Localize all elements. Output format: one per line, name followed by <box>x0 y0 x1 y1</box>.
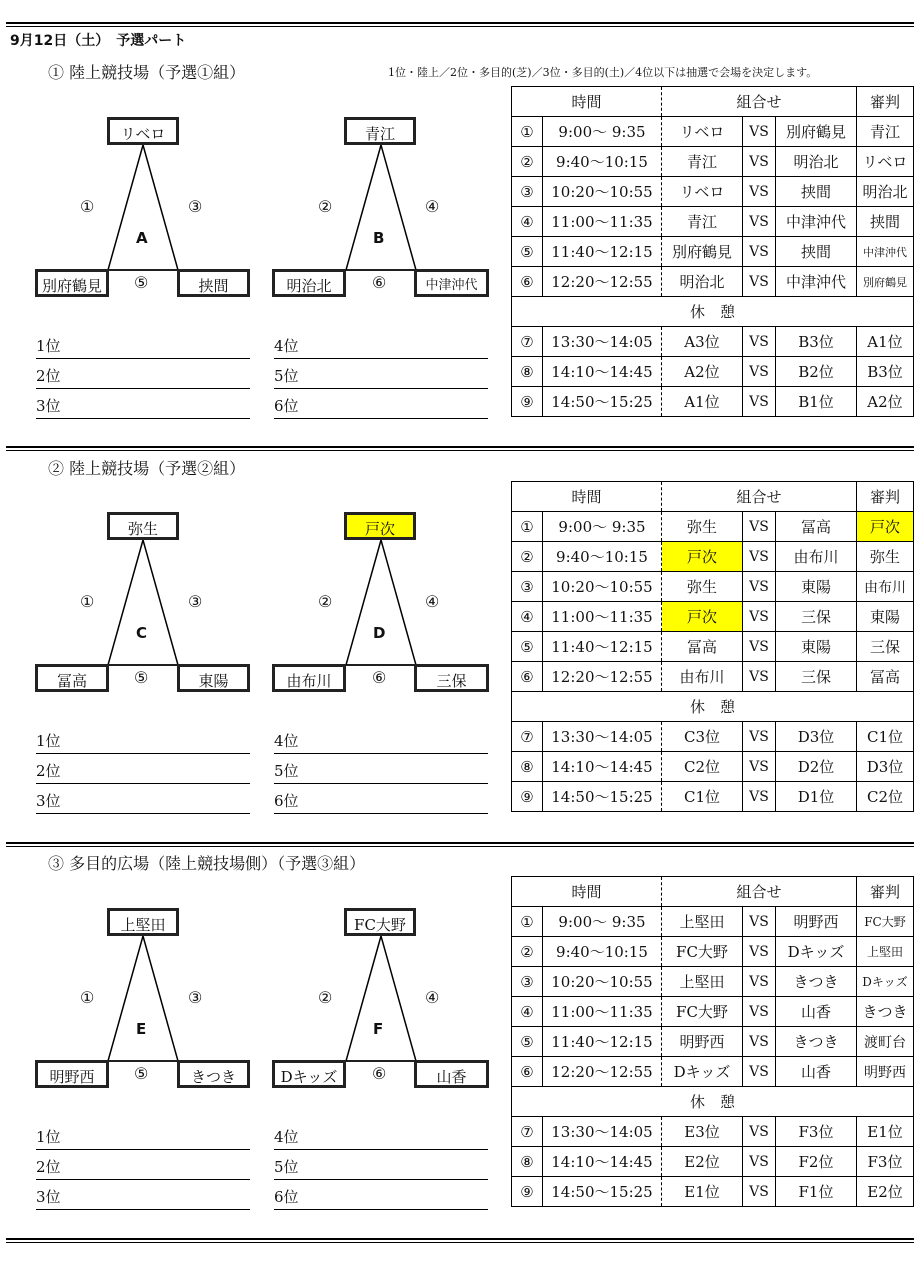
cell-num: ⑨ <box>512 782 543 812</box>
cell-num: ⑥ <box>512 267 543 297</box>
cell-team-a: 上堅田 <box>662 967 743 997</box>
table-row <box>512 997 914 1027</box>
cell-team-b: 由布川 <box>776 542 857 572</box>
header-match: 組合せ <box>662 482 857 512</box>
match-num: ① <box>80 197 95 216</box>
rank-line: 3位 <box>36 1185 250 1210</box>
cell-team-a: 戸次 <box>662 542 743 572</box>
cell-ref: 挟間 <box>857 207 914 237</box>
cell-num: ⑨ <box>512 1177 543 1207</box>
team-f-right: 山香 <box>414 1060 489 1088</box>
match-num: ② <box>318 197 333 216</box>
cell-break: 休 憩 <box>512 297 914 327</box>
match-num: ① <box>80 592 95 611</box>
rank-line: 2位 <box>36 1155 250 1180</box>
cell-num: ⑨ <box>512 387 543 417</box>
table-row <box>512 357 914 387</box>
team-e-top: 上堅田 <box>107 908 179 936</box>
cell-team-a: FC大野 <box>662 997 743 1027</box>
cell-num: ⑤ <box>512 1027 543 1057</box>
cell-ref: 三保 <box>857 632 914 662</box>
table-row <box>512 387 914 417</box>
bottom-rule <box>6 1238 914 1243</box>
cell-vs: VS <box>743 267 776 297</box>
table-row <box>512 1057 914 1087</box>
cell-time: 14:10～14:45 <box>543 1147 662 1177</box>
match-num: ① <box>80 988 95 1007</box>
cell-ref: E2位 <box>857 1177 914 1207</box>
team-a-top: リベロ <box>107 117 179 145</box>
rank-line: 1位 <box>36 334 250 359</box>
cell-vs: VS <box>743 387 776 417</box>
schedule-table-1 <box>511 86 914 417</box>
cell-vs: VS <box>743 207 776 237</box>
cell-num: ⑦ <box>512 722 543 752</box>
match-num: ② <box>318 592 333 611</box>
cell-time: 11:00～11:35 <box>543 997 662 1027</box>
cell-num: ④ <box>512 207 543 237</box>
cell-ref: C2位 <box>857 782 914 812</box>
table-row <box>512 512 914 542</box>
cell-vs: VS <box>743 117 776 147</box>
table-row <box>512 967 914 997</box>
header-match: 組合せ <box>662 87 857 117</box>
table-row <box>512 662 914 692</box>
cell-vs: VS <box>743 1117 776 1147</box>
cell-num: ② <box>512 147 543 177</box>
cell-ref: リベロ <box>857 147 914 177</box>
section-3-title: ③ 多目的広場（陸上競技場側）（予選③組） <box>48 854 366 873</box>
cell-time: 13:30～14:05 <box>543 327 662 357</box>
cell-break: 休 憩 <box>512 692 914 722</box>
cell-ref: D3位 <box>857 752 914 782</box>
cell-time: 13:30～14:05 <box>543 1117 662 1147</box>
cell-ref: Dキッズ <box>857 967 914 997</box>
header-time: 時間 <box>512 87 662 117</box>
table-header-row <box>512 877 914 907</box>
team-d-right: 三保 <box>414 664 489 692</box>
cell-time: 14:50～15:25 <box>543 1177 662 1207</box>
cell-num: ⑤ <box>512 237 543 267</box>
cell-team-a: 冨高 <box>662 632 743 662</box>
cell-team-b: きつき <box>776 1027 857 1057</box>
cell-time: 11:40～12:15 <box>543 632 662 662</box>
match-num: ④ <box>425 988 440 1007</box>
table-row <box>512 752 914 782</box>
rank-line: 4位 <box>274 1125 488 1150</box>
cell-vs: VS <box>743 147 776 177</box>
cell-vs: VS <box>743 357 776 387</box>
cell-team-b: D3位 <box>776 722 857 752</box>
team-f-left: Dキッズ <box>272 1060 346 1088</box>
table-row <box>512 1177 914 1207</box>
cell-ref: C1位 <box>857 722 914 752</box>
cell-ref: 上堅田 <box>857 937 914 967</box>
rank-line: 6位 <box>274 394 488 419</box>
cell-ref: 弥生 <box>857 542 914 572</box>
cell-vs: VS <box>743 782 776 812</box>
cell-num: ② <box>512 937 543 967</box>
cell-team-a: C2位 <box>662 752 743 782</box>
break-row <box>512 1087 914 1117</box>
cell-ref: きつき <box>857 997 914 1027</box>
rank-line: 5位 <box>274 1155 488 1180</box>
cell-vs: VS <box>743 632 776 662</box>
cell-num: ⑥ <box>512 662 543 692</box>
match-num: ③ <box>188 988 203 1007</box>
cell-team-b: B1位 <box>776 387 857 417</box>
team-b-left: 明治北 <box>272 269 346 297</box>
group-letter: B <box>373 229 385 247</box>
cell-num: ⑧ <box>512 357 543 387</box>
cell-vs: VS <box>743 1147 776 1177</box>
cell-time: 12:20～12:55 <box>543 267 662 297</box>
cell-time: 10:20～10:55 <box>543 572 662 602</box>
cell-num: ④ <box>512 997 543 1027</box>
cell-time: 14:10～14:45 <box>543 357 662 387</box>
cell-ref: A1位 <box>857 327 914 357</box>
rank-line: 6位 <box>274 1185 488 1210</box>
team-e-right: きつき <box>177 1060 250 1088</box>
cell-vs: VS <box>743 1027 776 1057</box>
cell-vs: VS <box>743 937 776 967</box>
header-time: 時間 <box>512 482 662 512</box>
cell-num: ① <box>512 117 543 147</box>
cell-ref: A2位 <box>857 387 914 417</box>
table-row <box>512 327 914 357</box>
cell-num: ① <box>512 907 543 937</box>
rank-line: 1位 <box>36 1125 250 1150</box>
rank-line: 1位 <box>36 729 250 754</box>
match-num: ⑥ <box>372 273 387 292</box>
match-num: ⑤ <box>134 668 149 687</box>
cell-team-a: 戸次 <box>662 602 743 632</box>
cell-ref: 中津沖代 <box>857 237 914 267</box>
cell-vs: VS <box>743 237 776 267</box>
table-row <box>512 1027 914 1057</box>
cell-vs: VS <box>743 512 776 542</box>
cell-team-b: 挟間 <box>776 177 857 207</box>
cell-num: ⑦ <box>512 1117 543 1147</box>
cell-team-a: C1位 <box>662 782 743 812</box>
table-row <box>512 147 914 177</box>
header-match: 組合せ <box>662 877 857 907</box>
cell-vs: VS <box>743 177 776 207</box>
cell-team-b: 冨高 <box>776 512 857 542</box>
cell-vs: VS <box>743 907 776 937</box>
cell-team-a: 明治北 <box>662 267 743 297</box>
team-d-left: 由布川 <box>272 664 346 692</box>
cell-team-a: E2位 <box>662 1147 743 1177</box>
rank-line: 5位 <box>274 364 488 389</box>
cell-team-b: 中津沖代 <box>776 207 857 237</box>
cell-ref: 明治北 <box>857 177 914 207</box>
schedule-table-2 <box>511 481 914 812</box>
rank-line: 4位 <box>274 334 488 359</box>
cell-team-b: 明治北 <box>776 147 857 177</box>
cell-team-a: 別府鶴見 <box>662 237 743 267</box>
team-a-left: 別府鶴見 <box>35 269 109 297</box>
cell-team-a: FC大野 <box>662 937 743 967</box>
table-row <box>512 267 914 297</box>
team-c-left: 冨高 <box>35 664 109 692</box>
cell-team-a: Dキッズ <box>662 1057 743 1087</box>
cell-time: 9:40～10:15 <box>543 147 662 177</box>
table-row <box>512 1147 914 1177</box>
table-row <box>512 602 914 632</box>
section-1-title: ① 陸上競技場（予選①組） <box>48 63 246 82</box>
header-ref: 審判 <box>857 482 914 512</box>
table-row <box>512 117 914 147</box>
cell-break: 休 憩 <box>512 1087 914 1117</box>
cell-team-b: Dキッズ <box>776 937 857 967</box>
table-header-row <box>512 482 914 512</box>
cell-team-b: F1位 <box>776 1177 857 1207</box>
cell-time: 14:50～15:25 <box>543 782 662 812</box>
rank-line: 2位 <box>36 364 250 389</box>
team-b-right: 中津沖代 <box>414 269 489 297</box>
page-title: 9月12日（土） 予選パート <box>10 33 187 49</box>
header-ref: 審判 <box>857 877 914 907</box>
cell-team-a: 上堅田 <box>662 907 743 937</box>
table-row <box>512 907 914 937</box>
table-row <box>512 572 914 602</box>
cell-team-b: 三保 <box>776 662 857 692</box>
cell-ref: 由布川 <box>857 572 914 602</box>
cell-team-a: リベロ <box>662 177 743 207</box>
table-header-row <box>512 87 914 117</box>
cell-team-b: B3位 <box>776 327 857 357</box>
cell-team-b: 明野西 <box>776 907 857 937</box>
match-num: ③ <box>188 197 203 216</box>
cell-team-a: E1位 <box>662 1177 743 1207</box>
cell-time: 11:40～12:15 <box>543 1027 662 1057</box>
group-letter: A <box>136 229 148 247</box>
team-a-right: 挟間 <box>177 269 250 297</box>
cell-ref: 別府鶴見 <box>857 267 914 297</box>
match-num: ⑥ <box>372 668 387 687</box>
match-num: ⑤ <box>134 273 149 292</box>
cell-time: 9:40～10:15 <box>543 542 662 572</box>
team-b-top: 青江 <box>344 117 416 145</box>
cell-team-b: 東陽 <box>776 572 857 602</box>
rank-line: 6位 <box>274 789 488 814</box>
cell-team-a: A3位 <box>662 327 743 357</box>
cell-ref: B3位 <box>857 357 914 387</box>
cell-time: 9:00～ 9:35 <box>543 907 662 937</box>
cell-time: 9:00～ 9:35 <box>543 512 662 542</box>
cell-vs: VS <box>743 327 776 357</box>
cell-team-b: 東陽 <box>776 632 857 662</box>
cell-team-a: A1位 <box>662 387 743 417</box>
table-row <box>512 237 914 267</box>
table-row <box>512 937 914 967</box>
cell-time: 9:00～ 9:35 <box>543 117 662 147</box>
rank-line: 3位 <box>36 789 250 814</box>
table-row <box>512 632 914 662</box>
cell-num: ⑥ <box>512 1057 543 1087</box>
cell-team-a: 青江 <box>662 147 743 177</box>
cell-vs: VS <box>743 997 776 1027</box>
cell-num: ③ <box>512 572 543 602</box>
group-letter: E <box>136 1020 147 1038</box>
table-row <box>512 1117 914 1147</box>
cell-vs: VS <box>743 572 776 602</box>
cell-team-a: A2位 <box>662 357 743 387</box>
cell-ref: 東陽 <box>857 602 914 632</box>
cell-vs: VS <box>743 722 776 752</box>
section-rule <box>6 446 914 451</box>
cell-vs: VS <box>743 662 776 692</box>
cell-ref: 戸次 <box>857 512 914 542</box>
cell-num: ⑧ <box>512 1147 543 1177</box>
cell-num: ② <box>512 542 543 572</box>
cell-ref: 明野西 <box>857 1057 914 1087</box>
cell-team-b: 三保 <box>776 602 857 632</box>
cell-time: 12:20～12:55 <box>543 662 662 692</box>
cell-num: ④ <box>512 602 543 632</box>
cell-vs: VS <box>743 1177 776 1207</box>
cell-vs: VS <box>743 752 776 782</box>
cell-time: 11:00～11:35 <box>543 207 662 237</box>
cell-team-a: 明野西 <box>662 1027 743 1057</box>
cell-vs: VS <box>743 602 776 632</box>
cell-time: 11:40～12:15 <box>543 237 662 267</box>
table-row <box>512 542 914 572</box>
group-letter: F <box>373 1020 384 1038</box>
cell-num: ① <box>512 512 543 542</box>
match-num: ⑥ <box>372 1064 387 1083</box>
cell-team-b: F2位 <box>776 1147 857 1177</box>
cell-team-a: 弥生 <box>662 512 743 542</box>
cell-ref: 渡町台 <box>857 1027 914 1057</box>
cell-time: 13:30～14:05 <box>543 722 662 752</box>
cell-team-a: リベロ <box>662 117 743 147</box>
cell-team-b: 山香 <box>776 1057 857 1087</box>
cell-time: 10:20～10:55 <box>543 967 662 997</box>
cell-ref: 冨高 <box>857 662 914 692</box>
cell-team-a: 青江 <box>662 207 743 237</box>
cell-time: 10:20～10:55 <box>543 177 662 207</box>
cell-time: 14:10～14:45 <box>543 752 662 782</box>
cell-time: 11:00～11:35 <box>543 602 662 632</box>
cell-team-b: D2位 <box>776 752 857 782</box>
rank-line: 4位 <box>274 729 488 754</box>
cell-team-b: 別府鶴見 <box>776 117 857 147</box>
cell-ref: E1位 <box>857 1117 914 1147</box>
rank-line: 2位 <box>36 759 250 784</box>
cell-num: ⑤ <box>512 632 543 662</box>
cell-ref: FC大野 <box>857 907 914 937</box>
cell-num: ③ <box>512 967 543 997</box>
group-letter: C <box>136 624 148 642</box>
cell-num: ③ <box>512 177 543 207</box>
team-c-right: 東陽 <box>177 664 250 692</box>
cell-team-b: F3位 <box>776 1117 857 1147</box>
table-row <box>512 177 914 207</box>
match-num: ③ <box>188 592 203 611</box>
cell-vs: VS <box>743 542 776 572</box>
cell-team-a: C3位 <box>662 722 743 752</box>
cell-time: 14:50～15:25 <box>543 387 662 417</box>
cell-team-b: D1位 <box>776 782 857 812</box>
team-e-left: 明野西 <box>35 1060 109 1088</box>
cell-team-b: 挟間 <box>776 237 857 267</box>
cell-team-a: 由布川 <box>662 662 743 692</box>
venue-note: 1位・陸上／2位・多目的(芝)／3位・多目的(土)／4位以下は抽選で会場を決定します。 <box>388 66 818 79</box>
table-row <box>512 782 914 812</box>
cell-time: 9:40～10:15 <box>543 937 662 967</box>
match-num: ④ <box>425 197 440 216</box>
break-row <box>512 692 914 722</box>
cell-team-a: 弥生 <box>662 572 743 602</box>
rank-line: 5位 <box>274 759 488 784</box>
header-ref: 審判 <box>857 87 914 117</box>
cell-ref: 青江 <box>857 117 914 147</box>
cell-team-b: きつき <box>776 967 857 997</box>
table-row <box>512 207 914 237</box>
team-d-top: 戸次 <box>344 512 416 540</box>
cell-team-a: E3位 <box>662 1117 743 1147</box>
schedule-table-3 <box>511 876 914 1207</box>
cell-team-b: 中津沖代 <box>776 267 857 297</box>
team-f-top: FC大野 <box>344 908 416 936</box>
cell-num: ⑦ <box>512 327 543 357</box>
cell-ref: F3位 <box>857 1147 914 1177</box>
section-2-title: ② 陸上競技場（予選②組） <box>48 459 246 478</box>
top-rule <box>6 22 914 27</box>
cell-time: 12:20～12:55 <box>543 1057 662 1087</box>
cell-vs: VS <box>743 1057 776 1087</box>
cell-team-b: B2位 <box>776 357 857 387</box>
match-num: ② <box>318 988 333 1007</box>
table-row <box>512 722 914 752</box>
team-c-top: 弥生 <box>107 512 179 540</box>
group-letter: D <box>373 624 386 642</box>
break-row <box>512 297 914 327</box>
cell-vs: VS <box>743 967 776 997</box>
cell-team-b: 山香 <box>776 997 857 1027</box>
section-rule <box>6 842 914 847</box>
cell-num: ⑧ <box>512 752 543 782</box>
header-time: 時間 <box>512 877 662 907</box>
match-num: ⑤ <box>134 1064 149 1083</box>
match-num: ④ <box>425 592 440 611</box>
rank-line: 3位 <box>36 394 250 419</box>
